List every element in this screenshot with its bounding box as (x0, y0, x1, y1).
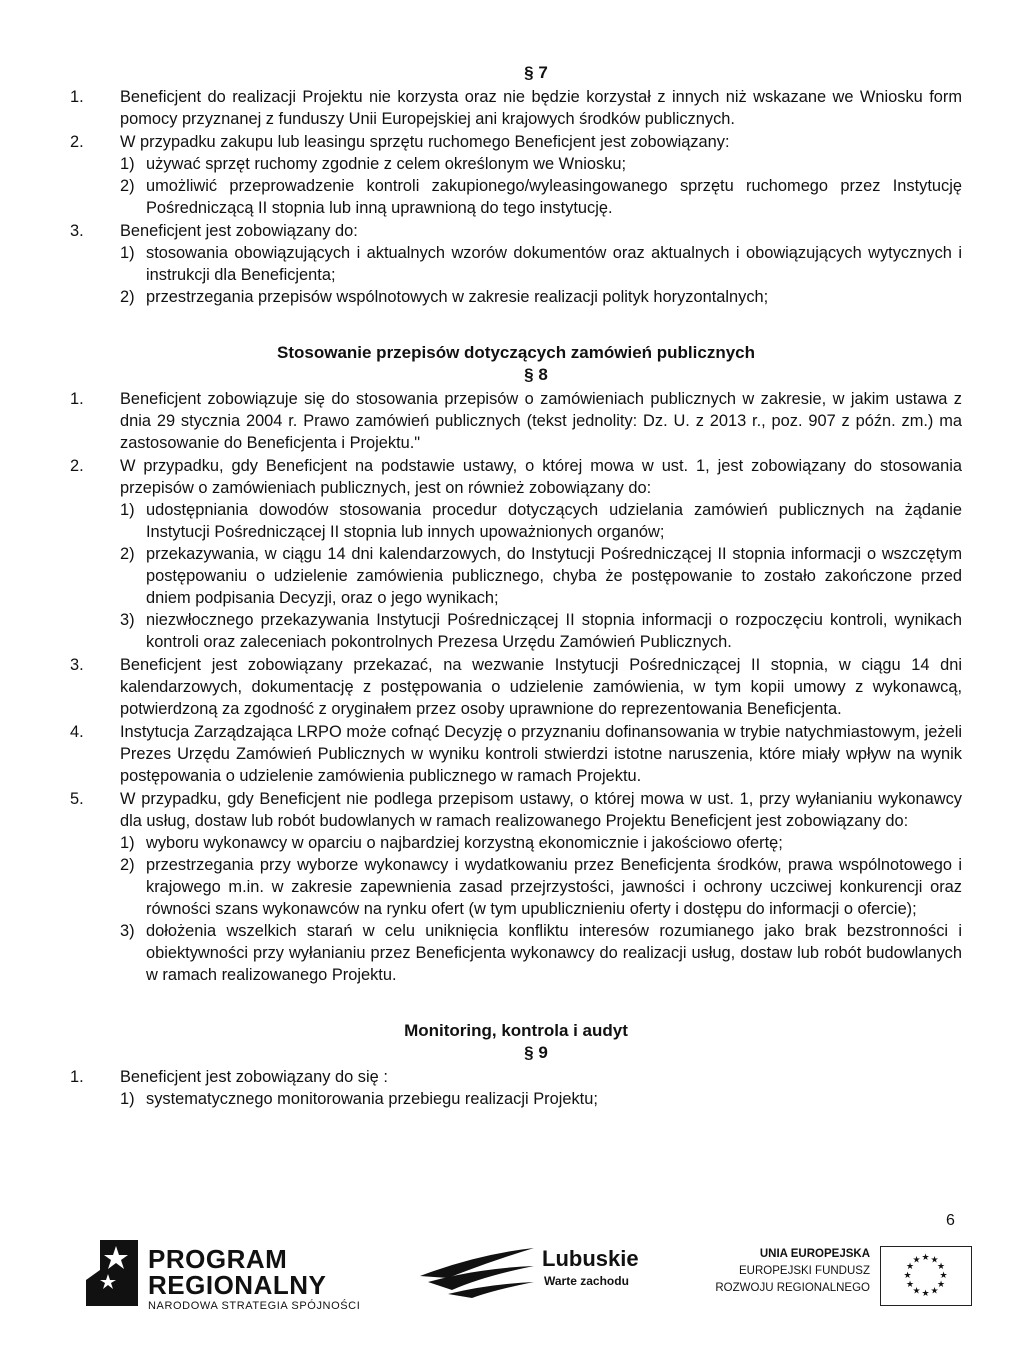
sub-item-number: 2) (120, 177, 135, 195)
item-number: 1. (70, 1068, 84, 1086)
sub-item (120, 286, 962, 308)
eu-line-2: EUROPEJSKI FUNDUSZ (739, 1265, 870, 1277)
sub-item (120, 499, 962, 543)
sub-item-number: 2) (120, 545, 135, 563)
sub-item-text: przekazywania, w ciągu 14 dni kalendarzowych, do Instytucji Pośredniczącej II stopnia informacji o wszczętym postępowaniu o udzielenie zamówienia publicznego, chyba że postępowanie to zostało zakończone przed dniem podpisania Decyzji, oraz o jego wynikach; (146, 545, 962, 607)
item-text: Beneficjent jest zobowiązany do się : (120, 1068, 388, 1086)
sub-item-number: 1) (120, 501, 135, 519)
sub-item-number: 1) (120, 155, 135, 173)
svg-text:★: ★ (921, 1253, 930, 1263)
item-text: W przypadku, gdy Beneficjent na podstawie ustawy, o której mowa w ust. 1, jest zobowiązany do stosowania przepisów o zamówieniach publicznych, jest on również zobowiązany do: (120, 457, 962, 497)
sub-item-text: przestrzegania przepisów wspólnotowych w zakresie realizacji polityk horyzontalnych; (146, 288, 769, 306)
lubuskie-swoosh-icon (418, 1246, 536, 1298)
s8-item-4 (70, 721, 962, 787)
sub-item (120, 242, 962, 286)
item-number: 1. (70, 390, 84, 408)
program-line-3: NARODOWA STRATEGIA SPÓJNOŚCI (148, 1300, 361, 1312)
sub-item-text: przestrzegania przy wyborze wykonawcy i wydatkowaniu przez Beneficjenta środków, prawa wspólnotowego i krajowego m.in. w zakresie zapewnienia zasad przejrzystości, jawności i ochrony uczciwej konkurencji oraz równości szans wykonawców na rynku ofert (w tym upublicznieniu oferty i dostępu do informacji o ofercie); (146, 856, 962, 918)
sub-item (120, 832, 962, 854)
eu-stars-icon (881, 1247, 970, 1304)
sub-item (120, 1088, 962, 1110)
lubuskie-logo (418, 1244, 668, 1304)
section-9-title: Monitoring, kontrola i audyt (404, 1021, 628, 1040)
page-number: 6 (946, 1212, 955, 1229)
s7-item-3 (70, 220, 962, 308)
sub-item-text: systematycznego monitorowania przebiegu realizacji Projektu; (146, 1090, 598, 1108)
item-number: 1. (70, 88, 84, 106)
sub-item-number: 3) (120, 922, 135, 940)
sub-item-text: stosowania obowiązujących i aktualnych wzorów dokumentów oraz aktualnych i obowiązujących wytycznych i instrukcji dla Beneficjenta; (146, 244, 962, 284)
item-body (120, 788, 962, 986)
sub-item-text: używać sprzęt ruchomy zgodnie z celem określonym we Wniosku; (146, 155, 627, 173)
sub-item-number: 2) (120, 856, 135, 874)
s8-item-5 (70, 788, 962, 986)
section-8-title: Stosowanie przepisów dotyczących zamówień publicznych (277, 343, 755, 362)
s8-item-1 (70, 388, 962, 454)
item-text: Beneficjent do realizacji Projektu nie korzysta oraz nie będzie korzystał z innych niż wskazane we Wniosku form pomocy przyznanej z funduszy Unii Europejskiej ani krajowych środków publicznych. (120, 88, 962, 128)
program-regionalny-logo (86, 1240, 386, 1320)
s7-item-2 (70, 131, 962, 219)
sub-item (120, 854, 962, 920)
svg-text:★: ★ (905, 1262, 915, 1272)
sub-item-number: 3) (120, 611, 135, 629)
svg-text:★: ★ (912, 1286, 921, 1297)
svg-text:★: ★ (930, 1286, 939, 1297)
item-number: 3. (70, 656, 84, 674)
item-number: 5. (70, 790, 84, 808)
svg-text:★: ★ (912, 1255, 921, 1266)
sub-item-text: wyboru wykonawcy w oparciu o najbardziej korzystną ekonomicznie i jakościowo ofertę; (146, 834, 783, 852)
program-line-2: REGIONALNY (148, 1270, 327, 1300)
item-body (120, 131, 962, 219)
item-text: Beneficjent jest zobowiązany przekazać, na wezwanie Instytucji Pośredniczącej II stopnia, w ciągu 14 dni kalendarzowych, dokumentację z postępowania o udzielenie zamówienia, w tym kopii umowy z wykonawcą, potwierdzoną za zgodność z oryginałem przez osoby uprawnione do reprezentowania Beneficjenta. (120, 656, 962, 718)
item-number: 2. (70, 457, 84, 475)
svg-text:★: ★ (936, 1280, 946, 1290)
lubuskie-name: Lubuskie (542, 1246, 639, 1271)
sub-item-number: 2) (120, 288, 135, 306)
item-text: W przypadku, gdy Beneficjent nie podlega przepisom ustawy, o której mowa w ust. 1, przy wyłanianiu wykonawcy dla usług, dostaw lub robót budowlanych w ramach realizowanego Projektu Beneficjent jest zobowiązany do: (120, 790, 962, 830)
footer-logos (0, 1222, 1024, 1332)
item-body (120, 220, 962, 308)
item-number: 2. (70, 133, 84, 151)
s9-item-1 (70, 1066, 962, 1110)
section-8-number: § 8 (524, 365, 548, 384)
s8-item-2 (70, 455, 962, 653)
sub-item-text: dołożenia wszelkich starań w celu uniknięcia konfliktu interesów rozumianego jako brak bezstronności i obiektywności przy wyłanianiu przez Beneficjenta wykonawcy do realizacji usług, dostaw lub robót budowlanych w ramach realizowanego Projektu. (146, 922, 962, 984)
svg-text:★: ★ (921, 1289, 930, 1299)
item-text: Beneficjent jest zobowiązany do: (120, 222, 358, 240)
sub-item (120, 543, 962, 609)
svg-text:★: ★ (930, 1255, 939, 1266)
sub-item-text: niezwłocznego przekazywania Instytucji Pośredniczącej II stopnia informacji o rozpoczęciu kontroli, wynikach kontroli oraz zaleceniach pokontrolnych Prezesa Urzędu Zamówień Publicznych. (146, 611, 962, 651)
section-7-number: § 7 (524, 63, 548, 82)
document-body (70, 62, 962, 1111)
sub-item-text: udostępniania dowodów stosowania procedur dotyczących udzielania zamówień publicznych na żądanie Instytucji Pośredniczącej II stopnia lub innych upoważnionych organów; (146, 501, 962, 541)
eu-logo (694, 1248, 974, 1308)
sub-item-text: umożliwić przeprowadzenie kontroli zakupionego/wyleasingowanego sprzętu ruchomego przez Instytucję Pośredniczącą II stopnia lub inną uprawnioną do tego instytucję. (146, 177, 962, 217)
item-text: Instytucja Zarządzająca LRPO może cofnąć Decyzję o przyznaniu dofinansowania w trybie natychmiastowym, jeżeli Prezes Urzędu Zamówień Publicznych w wyniku kontroli stwierdzi istotne naruszenia, które miały wpływ na wynik postępowania o udzielenie zamówienia publicznego w ramach Projektu. (120, 723, 962, 785)
item-body (120, 455, 962, 653)
s7-item-1 (70, 86, 962, 130)
section-9-number: § 9 (524, 1043, 548, 1062)
sub-item (120, 153, 962, 175)
eu-line-3: ROZWOJU REGIONALNEGO (715, 1282, 870, 1294)
sub-item-number: 1) (120, 834, 135, 852)
eu-flag (880, 1246, 972, 1306)
item-number: 4. (70, 723, 84, 741)
item-number: 3. (70, 222, 84, 240)
sub-item-number: 1) (120, 1090, 135, 1108)
lubuskie-tagline: Warte zachodu (544, 1274, 629, 1288)
sub-item (120, 920, 962, 986)
svg-text:★: ★ (905, 1280, 915, 1290)
sub-item (120, 609, 962, 653)
program-line-1: PROGRAM (148, 1244, 288, 1274)
svg-text:★: ★ (936, 1262, 946, 1272)
sub-item (120, 175, 962, 219)
svg-text:★: ★ (903, 1271, 912, 1281)
eu-line-1: UNIA EUROPEJSKA (759, 1248, 870, 1260)
item-text: Beneficjent zobowiązuje się do stosowania przepisów o zamówieniach publicznych w zakresie, w jakim ustawa z dnia 29 stycznia 2004 r. Prawo zamówień publicznych (tekst jednolity: Dz. U. z 2013 r., poz. 907 z późn. zm.) ma zastosowanie do Beneficjenta i Projektu." (120, 390, 962, 452)
item-text: W przypadku zakupu lub leasingu sprzętu ruchomego Beneficjent jest zobowiązany: (120, 133, 730, 151)
s8-item-3 (70, 654, 962, 720)
item-body (120, 1066, 962, 1110)
sub-item-number: 1) (120, 244, 135, 262)
program-regionalny-emblem-icon (86, 1240, 138, 1306)
svg-text:★: ★ (939, 1271, 948, 1281)
